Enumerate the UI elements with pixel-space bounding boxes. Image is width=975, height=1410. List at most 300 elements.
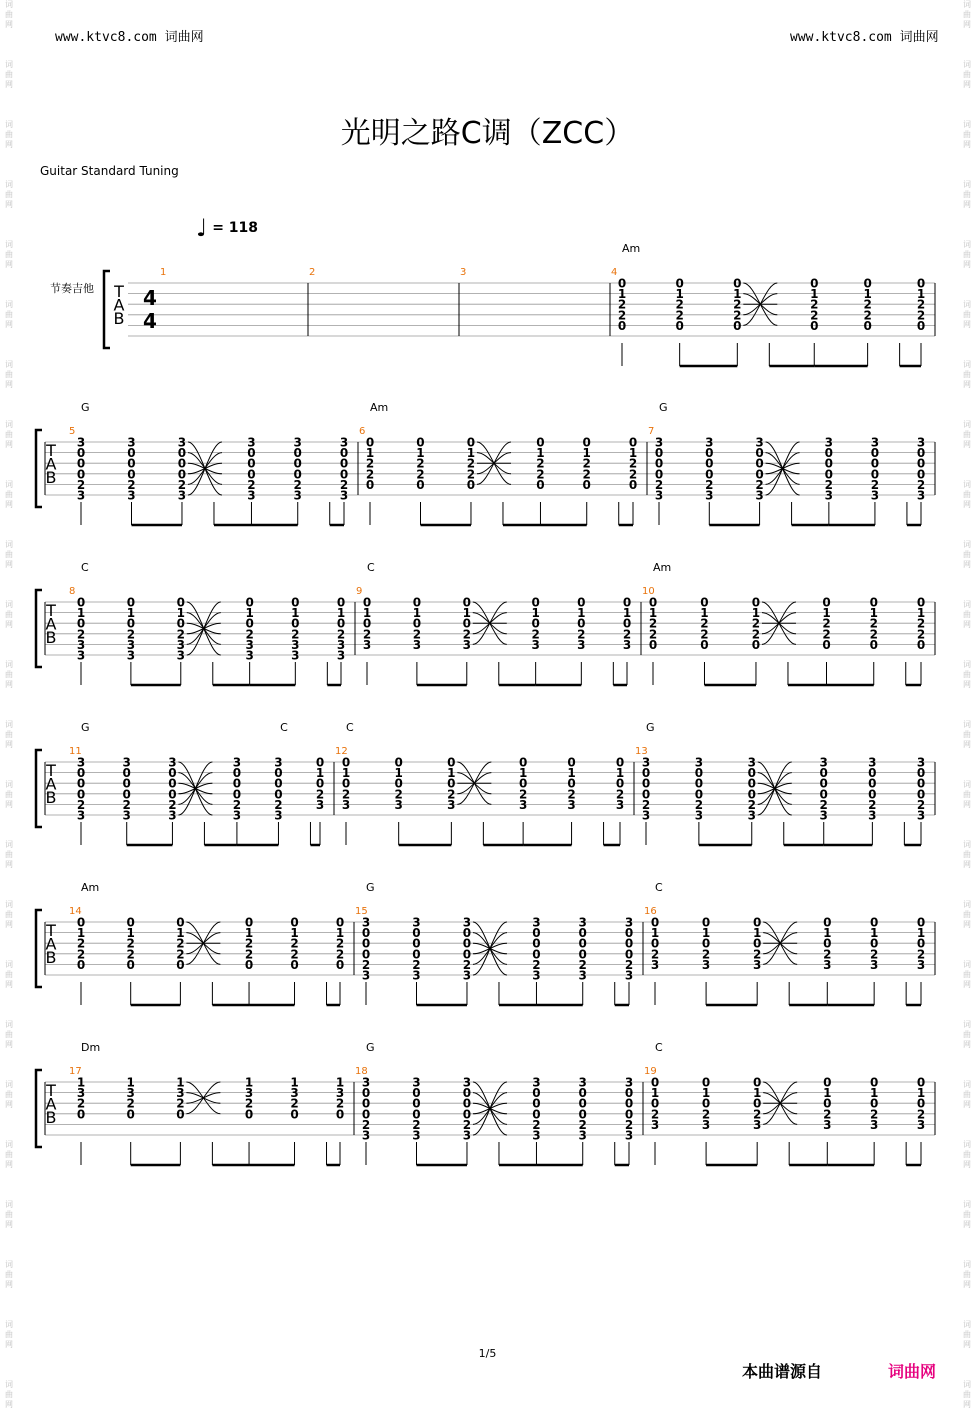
fret-number: 0 xyxy=(122,787,131,802)
fret-number: 0 xyxy=(447,755,456,770)
fret-number: 1 xyxy=(335,926,345,941)
fret-number: 0 xyxy=(339,456,349,471)
fret-number: 0 xyxy=(869,637,878,652)
fret-number: 0 xyxy=(518,755,528,770)
fret-number: 2 xyxy=(447,787,456,802)
fret-number: 0 xyxy=(822,637,831,652)
watermark-text: 词 曲 网 xyxy=(963,1140,971,1169)
fret-number: 3 xyxy=(824,488,834,503)
fret-number: 2 xyxy=(244,936,254,951)
system-bracket xyxy=(36,1070,42,1147)
fret-number: 0 xyxy=(274,787,283,802)
fret-number: 2 xyxy=(641,797,651,812)
fret-number: 0 xyxy=(122,776,131,791)
fret-number: 3 xyxy=(76,808,86,823)
strum-arc xyxy=(473,1082,507,1135)
fret-number: 3 xyxy=(462,968,472,983)
fret-number: 0 xyxy=(624,1107,634,1122)
fret-number: 3 xyxy=(76,648,86,663)
fret-number: 0 xyxy=(916,776,926,791)
fret-number: 0 xyxy=(245,616,254,631)
fret-number: 3 xyxy=(916,957,926,972)
fret-number: 0 xyxy=(654,446,664,461)
fret-number: 2 xyxy=(531,627,540,642)
fret-number: 0 xyxy=(126,957,135,972)
fret-number: 0 xyxy=(126,616,136,631)
fret-number: 1 xyxy=(531,606,540,621)
fret-number: 2 xyxy=(869,627,878,642)
fret-number: 2 xyxy=(466,456,476,471)
fret-number: 0 xyxy=(705,446,714,461)
fret-number: 2 xyxy=(176,947,185,962)
fret-number: 3 xyxy=(641,755,651,770)
fret-number: 0 xyxy=(244,1107,254,1122)
fret-number: 0 xyxy=(916,446,926,461)
fret-number: 0 xyxy=(462,1096,472,1111)
fret-number: 1 xyxy=(650,1086,660,1101)
fret-number: 0 xyxy=(622,595,632,610)
fret-number: 0 xyxy=(694,787,704,802)
fret-number: 3 xyxy=(412,1128,421,1143)
fret-number: 3 xyxy=(916,435,926,450)
fret-number: 0 xyxy=(747,766,756,781)
fret-number: 3 xyxy=(577,637,586,652)
fret-number: 0 xyxy=(232,766,242,781)
fret-number: 3 xyxy=(578,915,587,930)
measure-number: 19 xyxy=(644,1066,657,1077)
fret-number: 1 xyxy=(675,287,684,302)
fret-number: 0 xyxy=(361,926,371,941)
watermark-text: 词 曲 网 xyxy=(963,600,971,629)
fret-number: 3 xyxy=(578,968,587,983)
fret-number: 2 xyxy=(823,947,832,962)
fret-number: 0 xyxy=(577,595,586,610)
fret-number: 2 xyxy=(394,787,403,802)
watermark-text: 词 曲 网 xyxy=(963,420,971,449)
fret-number: 3 xyxy=(232,808,242,823)
fret-number: 3 xyxy=(532,915,541,930)
measure-number: 17 xyxy=(69,1066,82,1077)
fret-number: 3 xyxy=(916,808,926,823)
system-bracket xyxy=(36,590,42,667)
fret-number: 2 xyxy=(916,797,926,812)
fret-number: 3 xyxy=(126,648,136,663)
fret-number: 0 xyxy=(531,616,540,631)
fret-number: 0 xyxy=(412,1086,421,1101)
tab-clef-letter: A xyxy=(45,454,57,474)
fret-number: 2 xyxy=(810,297,819,312)
header-right-site: 词曲网 xyxy=(899,30,939,45)
watermark-text: 词 曲 网 xyxy=(963,1080,971,1109)
strum-arc xyxy=(186,1082,220,1114)
fret-number: 3 xyxy=(176,648,185,663)
fret-number: 1 xyxy=(518,766,528,781)
fret-number: 3 xyxy=(578,1128,587,1143)
watermark-text: 词 曲 网 xyxy=(963,180,971,209)
fret-number: 2 xyxy=(819,797,828,812)
fret-number: 0 xyxy=(339,446,349,461)
watermark-text: 词 曲 网 xyxy=(5,300,13,329)
measure-number: 18 xyxy=(355,1066,368,1077)
fret-number: 2 xyxy=(76,936,86,951)
fret-number: 1 xyxy=(290,926,299,941)
fret-number: 0 xyxy=(916,276,926,291)
fret-number: 2 xyxy=(536,456,545,471)
fret-number: 2 xyxy=(462,627,471,642)
fret-number: 2 xyxy=(232,797,242,812)
fret-number: 0 xyxy=(624,926,634,941)
fret-number: 0 xyxy=(412,936,421,951)
fret-number: 3 xyxy=(752,1117,762,1132)
fret-number: 2 xyxy=(751,616,761,631)
fret-number: 2 xyxy=(290,947,299,962)
fret-number: 0 xyxy=(76,595,86,610)
fret-number: 0 xyxy=(755,446,764,461)
fret-number: 0 xyxy=(127,467,136,482)
fret-number: 0 xyxy=(247,467,256,482)
fret-number: 3 xyxy=(462,637,471,652)
fret-number: 1 xyxy=(752,1086,762,1101)
fret-number: 2 xyxy=(361,957,371,972)
fret-number: 2 xyxy=(752,1107,762,1122)
fret-number: 2 xyxy=(291,627,300,642)
fret-number: 0 xyxy=(412,595,422,610)
fret-number: 0 xyxy=(868,766,877,781)
fret-number: 3 xyxy=(755,488,764,503)
fret-number: 2 xyxy=(290,936,299,951)
fret-number: 3 xyxy=(412,968,421,983)
fret-number: 0 xyxy=(916,915,926,930)
fret-number: 1 xyxy=(869,926,879,941)
chord-name: G xyxy=(81,721,90,734)
measure-number: 7 xyxy=(648,426,655,437)
fret-number: 3 xyxy=(824,435,834,450)
fret-number: 2 xyxy=(339,477,349,492)
fret-number: 0 xyxy=(536,435,545,450)
watermark-text: 词 曲 网 xyxy=(5,1200,13,1229)
fret-number: 3 xyxy=(518,797,528,812)
fret-number: 0 xyxy=(694,776,704,791)
fret-number: 0 xyxy=(567,755,576,770)
fret-number: 3 xyxy=(823,957,832,972)
watermark-text: 词 曲 网 xyxy=(5,1380,13,1409)
fret-number: 0 xyxy=(641,766,651,781)
fret-number: 2 xyxy=(869,616,878,631)
watermark-text: 词 曲 网 xyxy=(5,1080,13,1109)
fret-number: 0 xyxy=(701,1096,711,1111)
fret-number: 0 xyxy=(126,915,135,930)
fret-number: 1 xyxy=(869,606,878,621)
fret-number: 3 xyxy=(361,1128,371,1143)
fret-number: 3 xyxy=(126,1086,135,1101)
measure-number: 10 xyxy=(642,586,655,597)
fret-number: 3 xyxy=(622,637,632,652)
fret-number: 2 xyxy=(127,477,136,492)
header-left-url[interactable]: www.ktvc8.com xyxy=(55,30,157,45)
fret-number: 3 xyxy=(823,1117,832,1132)
fret-number: 0 xyxy=(578,1086,587,1101)
fret-number: 1 xyxy=(394,766,403,781)
fret-number: 2 xyxy=(869,947,879,962)
fret-number: 2 xyxy=(868,797,877,812)
fret-number: 0 xyxy=(315,755,325,770)
fret-number: 3 xyxy=(615,797,625,812)
fret-number: 1 xyxy=(412,606,422,621)
fret-number: 1 xyxy=(617,287,627,302)
fret-number: 0 xyxy=(176,1107,185,1122)
fret-number: 1 xyxy=(176,606,185,621)
measure-number: 12 xyxy=(335,746,348,757)
fret-number: 3 xyxy=(624,968,634,983)
measure-number: 5 xyxy=(69,426,76,437)
fret-number: 3 xyxy=(291,637,300,652)
fret-number: 2 xyxy=(916,308,926,323)
fret-number: 0 xyxy=(412,1107,421,1122)
fret-number: 1 xyxy=(648,606,658,621)
fret-number: 1 xyxy=(916,1086,926,1101)
fret-number: 0 xyxy=(232,776,242,791)
fret-number: 0 xyxy=(624,1086,634,1101)
measure-number: 1 xyxy=(160,267,167,278)
tab-clef-letter: A xyxy=(45,774,57,794)
fret-number: 0 xyxy=(916,318,926,333)
fret-number: 1 xyxy=(752,926,762,941)
watermark-text: 词 曲 网 xyxy=(963,960,971,989)
watermark-text: 词 曲 网 xyxy=(963,900,971,929)
fret-number: 0 xyxy=(823,1075,832,1090)
fret-number: 0 xyxy=(650,936,660,951)
watermark-text: 词 曲 网 xyxy=(963,1260,971,1289)
fret-number: 0 xyxy=(291,616,300,631)
fret-number: 3 xyxy=(76,755,86,770)
measure-number: 13 xyxy=(635,746,648,757)
tab-clef-letter: B xyxy=(45,468,57,487)
fret-number: 1 xyxy=(244,1075,254,1090)
chord-name: G xyxy=(81,401,90,414)
fret-number: 3 xyxy=(362,637,372,652)
fret-number: 3 xyxy=(755,435,764,450)
fret-number: 0 xyxy=(176,957,185,972)
fret-number: 2 xyxy=(654,477,664,492)
fret-number: 2 xyxy=(700,616,709,631)
tuning-label: Guitar Standard Tuning xyxy=(40,164,179,178)
fret-number: 0 xyxy=(824,456,834,471)
tab-clef-letter: T xyxy=(114,282,124,301)
fret-number: 0 xyxy=(624,936,634,951)
fret-number: 3 xyxy=(339,435,349,450)
fret-number: 0 xyxy=(641,787,651,802)
watermark-text: 词 曲 网 xyxy=(5,480,13,509)
tab-clef-letter: A xyxy=(45,1094,57,1114)
fret-number: 3 xyxy=(244,1086,254,1101)
watermark-text: 词 曲 网 xyxy=(963,1380,971,1409)
header-left-site: 词曲网 xyxy=(164,30,204,45)
fret-number: 0 xyxy=(335,1107,345,1122)
fret-number: 0 xyxy=(168,766,177,781)
fret-number: 0 xyxy=(532,926,541,941)
fret-number: 2 xyxy=(341,787,351,802)
fret-number: 1 xyxy=(733,287,742,302)
fret-number: 1 xyxy=(176,926,185,941)
fret-number: 0 xyxy=(315,776,325,791)
fret-number: 0 xyxy=(293,456,302,471)
fret-number: 3 xyxy=(335,1086,345,1101)
header-right-url[interactable]: www.ktvc8.com xyxy=(790,30,892,45)
fret-number: 0 xyxy=(126,1107,135,1122)
fret-number: 3 xyxy=(291,648,300,663)
fret-number: 0 xyxy=(274,766,283,781)
fret-number: 2 xyxy=(416,456,425,471)
fret-number: 0 xyxy=(365,435,375,450)
fret-number: 3 xyxy=(747,755,756,770)
watermark-text: 词 曲 网 xyxy=(963,60,971,89)
source-site-link[interactable]: 词曲网 xyxy=(888,1362,937,1381)
fret-number: 2 xyxy=(168,797,177,812)
strum-arc xyxy=(178,762,212,815)
fret-number: 0 xyxy=(290,1107,299,1122)
fret-number: 0 xyxy=(916,456,926,471)
fret-number: 3 xyxy=(168,808,177,823)
fret-number: 1 xyxy=(916,926,926,941)
watermark-text: 词 曲 网 xyxy=(963,240,971,269)
fret-number: 1 xyxy=(622,606,632,621)
fret-number: 3 xyxy=(654,488,664,503)
fret-number: 0 xyxy=(823,915,832,930)
fret-number: 1 xyxy=(916,287,926,302)
fret-number: 3 xyxy=(412,1075,421,1090)
fret-number: 0 xyxy=(412,1096,421,1111)
fret-number: 0 xyxy=(466,435,476,450)
fret-number: 0 xyxy=(335,915,345,930)
watermark-text: 词 曲 网 xyxy=(5,720,13,749)
fret-number: 0 xyxy=(700,595,709,610)
tab-clef-letter: A xyxy=(113,295,125,315)
fret-number: 0 xyxy=(824,446,834,461)
fret-number: 2 xyxy=(648,627,658,642)
fret-number: 0 xyxy=(916,787,926,802)
fret-number: 0 xyxy=(247,456,256,471)
fret-number: 0 xyxy=(617,276,627,291)
fret-number: 2 xyxy=(694,797,704,812)
fret-number: 0 xyxy=(870,456,880,471)
fret-number: 0 xyxy=(916,766,926,781)
fret-number: 2 xyxy=(126,1096,135,1111)
watermark-text: 词 曲 网 xyxy=(963,840,971,869)
fret-number: 0 xyxy=(628,435,638,450)
fret-number: 3 xyxy=(624,1075,634,1090)
fret-number: 2 xyxy=(365,456,375,471)
chord-name: Dm xyxy=(81,1041,101,1054)
fret-number: 0 xyxy=(293,467,302,482)
fret-number: 3 xyxy=(76,637,86,652)
fret-number: 2 xyxy=(650,947,660,962)
watermark-text: 词 曲 网 xyxy=(963,1200,971,1229)
watermark-text: 词 曲 网 xyxy=(963,360,971,389)
fret-number: 0 xyxy=(244,957,254,972)
fret-number: 1 xyxy=(567,766,576,781)
fret-number: 3 xyxy=(274,808,283,823)
fret-number: 2 xyxy=(290,1096,299,1111)
fret-number: 0 xyxy=(341,776,351,791)
fret-number: 1 xyxy=(823,926,832,941)
measure-number: 9 xyxy=(356,586,363,597)
fret-number: 3 xyxy=(701,1117,711,1132)
fret-number: 1 xyxy=(822,606,831,621)
fret-number: 3 xyxy=(127,435,136,450)
fret-number: 1 xyxy=(582,446,591,461)
measure-number: 8 xyxy=(69,586,76,597)
fret-number: 1 xyxy=(700,606,709,621)
fret-number: 3 xyxy=(127,488,136,503)
fret-number: 3 xyxy=(694,808,704,823)
fret-number: 0 xyxy=(412,616,422,631)
fret-number: 2 xyxy=(76,627,86,642)
instrument-label: 节奏吉他 xyxy=(50,282,94,295)
fret-number: 0 xyxy=(127,446,136,461)
fret-number: 0 xyxy=(76,446,86,461)
fret-number: 3 xyxy=(916,755,926,770)
tab-clef-letter: T xyxy=(46,761,56,780)
fret-number: 0 xyxy=(747,787,756,802)
fret-number: 3 xyxy=(705,435,714,450)
fret-number: 3 xyxy=(122,755,131,770)
fret-number: 0 xyxy=(76,467,86,482)
fret-number: 0 xyxy=(361,1107,371,1122)
fret-number: 2 xyxy=(244,947,254,962)
fret-number: 2 xyxy=(532,957,541,972)
fret-number: 0 xyxy=(177,456,187,471)
fret-number: 0 xyxy=(394,776,403,791)
chord-name: Am xyxy=(622,242,641,255)
fret-number: 3 xyxy=(462,915,472,930)
fret-number: 0 xyxy=(247,446,256,461)
fret-number: 0 xyxy=(819,766,828,781)
fret-number: 2 xyxy=(701,1107,711,1122)
fret-number: 2 xyxy=(412,957,421,972)
fret-number: 3 xyxy=(567,797,576,812)
chord-name: G xyxy=(366,881,375,894)
fret-number: 1 xyxy=(447,766,456,781)
watermark-text: 词 曲 网 xyxy=(963,0,971,29)
fret-number: 0 xyxy=(648,637,658,652)
fret-number: 2 xyxy=(752,947,762,962)
fret-number: 0 xyxy=(916,1096,926,1111)
fret-number: 1 xyxy=(365,446,375,461)
fret-number: 2 xyxy=(628,456,638,471)
system-bracket xyxy=(104,271,110,348)
fret-number: 1 xyxy=(466,446,476,461)
fret-number: 0 xyxy=(416,435,425,450)
fret-number: 0 xyxy=(412,947,421,962)
fret-number: 2 xyxy=(582,467,591,482)
fret-number: 0 xyxy=(462,936,472,951)
fret-number: 0 xyxy=(751,637,761,652)
fret-number: 3 xyxy=(868,808,877,823)
fret-number: 2 xyxy=(245,627,254,642)
watermark-text: 词 曲 网 xyxy=(963,780,971,809)
fret-number: 2 xyxy=(751,627,761,642)
measure-number: 14 xyxy=(69,906,82,917)
fret-number: 3 xyxy=(412,637,422,652)
fret-number: 0 xyxy=(624,1096,634,1111)
fret-number: 0 xyxy=(675,318,684,333)
fret-number: 3 xyxy=(293,435,302,450)
watermark-text: 词 曲 网 xyxy=(5,1140,13,1169)
fret-number: 0 xyxy=(518,776,528,791)
chord-name: C xyxy=(655,881,663,894)
watermark-text: 词 曲 网 xyxy=(5,420,13,449)
fret-number: 0 xyxy=(819,776,828,791)
